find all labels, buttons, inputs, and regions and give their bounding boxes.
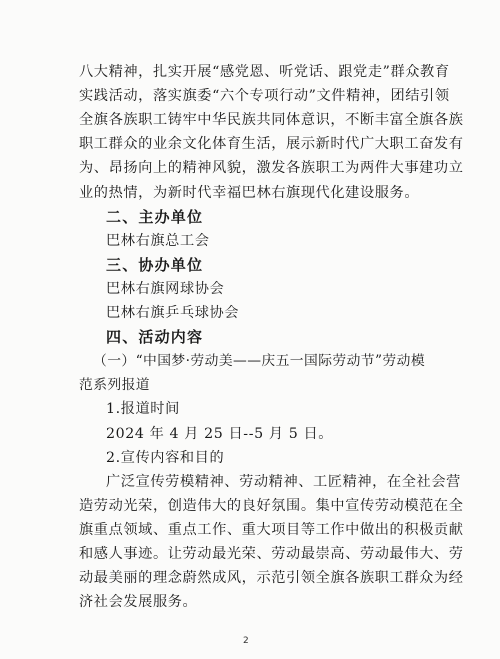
text-line: 业的热情，为新时代幸福巴林右旗现代化建设服务。: [79, 184, 420, 201]
text-line: 实践活动，落实旗委“六个专项行动”文件精神，团结引领: [79, 88, 450, 105]
text-line: 巴林右旗网球协会: [106, 280, 225, 297]
text-line: 2.宣传内容和目的: [106, 449, 225, 466]
text-line: 1.报道时间: [106, 401, 180, 418]
text-line: 2024 年 4 月 25 日--5 月 5 日。: [106, 425, 334, 442]
subsection-heading-line: 范系列报道: [79, 377, 150, 394]
text-line: 造劳动光荣，创造伟大的良好氛围。集中宣传劳动模范在全: [79, 497, 464, 514]
section-heading: 四、活动内容: [106, 328, 204, 347]
text-line: 职工群众的业余文化体育生活，展示新时代广大职工奋发有: [79, 136, 464, 153]
section-heading: 二、主办单位: [106, 207, 204, 226]
text-line: 为、昂扬向上的精神风貌，激发各族职工为两件大事建功立: [79, 160, 464, 177]
text-line: 八大精神，扎实开展“感党恩、听党话、跟党走”群众教育: [79, 64, 450, 80]
section-heading: 三、协办单位: [106, 255, 204, 274]
text-line: 广泛宣传劳模精神、劳动精神、工匠精神，在全社会营: [106, 473, 461, 490]
page-number: 2: [243, 636, 249, 646]
text-line: 全旗各族职工铸牢中华民族共同体意识，不断丰富全旗各族: [79, 112, 464, 129]
text-line: 动最美丽的理念蔚然成风，示范引领全旗各族职工群众为经: [79, 570, 464, 587]
text-line: 巴林右旗乒乓球协会: [106, 305, 240, 321]
text-line: 和感人事迹。让劳动最光荣、劳动最崇高、劳动最伟大、劳: [79, 546, 464, 562]
text-line: 旗重点领域、重点工作、重大项目等工作中做出的积极贡献: [79, 521, 464, 538]
text-line: 巴林右旗总工会: [106, 232, 210, 249]
subsection-heading-line: （一）“中国梦·劳动美——庆五一国际劳动节”劳动模: [93, 353, 426, 370]
text-line: 济社会发展服务。: [79, 594, 198, 611]
